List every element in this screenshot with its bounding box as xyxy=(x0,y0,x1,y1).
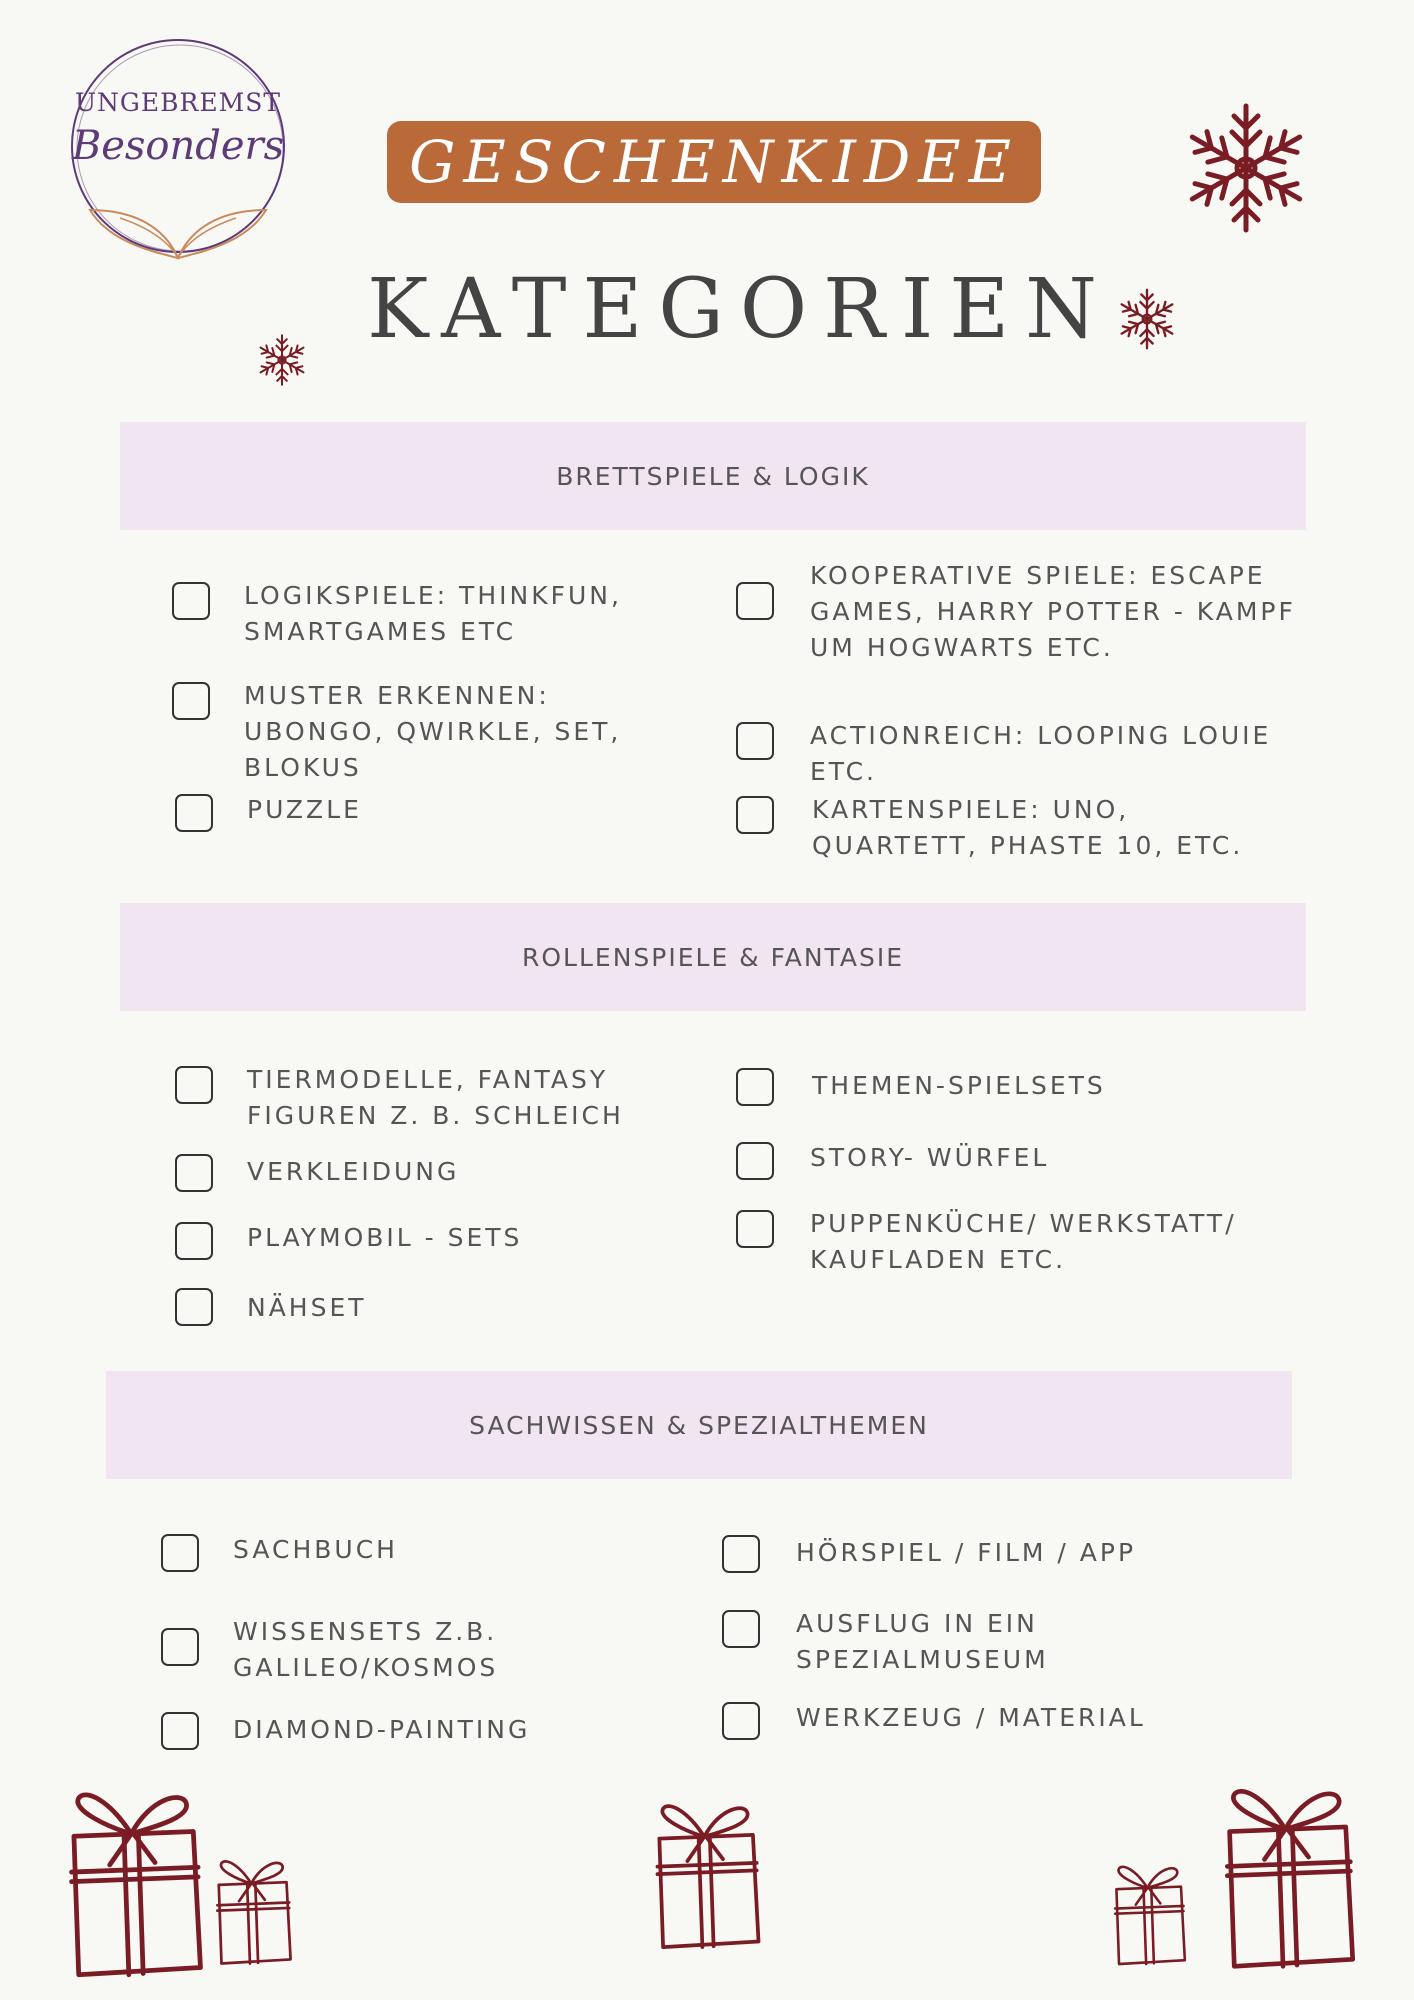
item-label: LOGIKSPIELE: THINKFUN, SMARTGAMES ETC xyxy=(244,581,622,646)
item-label: WISSENSETS Z.B. GALILEO/KOSMOS xyxy=(233,1617,499,1682)
checkbox[interactable] xyxy=(736,1210,774,1248)
section-title: BRETTSPIELE & LOGIK xyxy=(556,461,870,491)
logo-script-text: Besonders xyxy=(71,123,285,169)
checklist-item[interactable] xyxy=(736,722,1296,790)
checklist-item[interactable] xyxy=(722,1535,1282,1573)
checklist-item[interactable] xyxy=(175,1154,695,1192)
checkbox[interactable] xyxy=(175,1154,213,1192)
section-title: ROLLENSPIELE & FANTASIE xyxy=(522,942,904,972)
checklist-item[interactable] xyxy=(722,1702,1282,1740)
checkbox[interactable] xyxy=(172,582,210,620)
item-label: PLAYMOBIL - SETS xyxy=(247,1223,523,1252)
checklist-item[interactable] xyxy=(172,582,692,650)
checkbox[interactable] xyxy=(722,1610,760,1648)
brand-logo xyxy=(60,38,296,268)
gift-icon xyxy=(1110,1862,1190,1968)
item-label: DIAMOND-PAINTING xyxy=(233,1715,531,1744)
gift-icon xyxy=(650,1792,766,1960)
checkbox[interactable] xyxy=(722,1702,760,1740)
gift-icon xyxy=(62,1786,210,1982)
checkbox[interactable] xyxy=(175,794,213,832)
checklist-item[interactable] xyxy=(736,1210,1296,1278)
logo-top-text: UNGEBREMST xyxy=(74,88,281,117)
checkbox[interactable] xyxy=(161,1712,199,1750)
checkbox[interactable] xyxy=(736,582,774,620)
checklist-item[interactable] xyxy=(161,1534,681,1572)
item-label: VERKLEIDUNG xyxy=(247,1157,460,1186)
checkbox[interactable] xyxy=(722,1535,760,1573)
section-header-brettspiele xyxy=(120,422,1306,530)
checklist-item[interactable] xyxy=(736,1068,1296,1106)
item-label: KARTENSPIELE: UNO, QUARTETT, PHASTE 10, ETC. xyxy=(812,795,1244,860)
item-label: HÖRSPIEL / FILM / APP xyxy=(796,1538,1137,1567)
checkbox[interactable] xyxy=(161,1628,199,1666)
gift-icon xyxy=(212,1856,296,1968)
checklist-item[interactable] xyxy=(172,682,692,786)
checkbox[interactable] xyxy=(175,1222,213,1260)
item-label: PUZZLE xyxy=(247,795,362,824)
checklist-item[interactable] xyxy=(736,1142,1296,1180)
item-label: KOOPERATIVE SPIELE: ESCAPE GAMES, HARRY POTTER - KAMPF UM HOGWARTS ETC. xyxy=(810,561,1296,662)
snowflake-icon xyxy=(1176,98,1316,238)
item-label: SACHBUCH xyxy=(233,1535,398,1564)
checkbox[interactable] xyxy=(175,1066,213,1104)
item-label: NÄHSET xyxy=(247,1293,367,1322)
checklist-item[interactable] xyxy=(161,1617,681,1686)
checkbox[interactable] xyxy=(736,722,774,760)
item-label: WERKZEUG / MATERIAL xyxy=(796,1703,1146,1732)
section-title: SACHWISSEN & SPEZIALTHEMEN xyxy=(469,1410,929,1440)
checkbox[interactable] xyxy=(175,1288,213,1326)
section-header-rollenspiele xyxy=(120,903,1306,1011)
item-label: PUPPENKÜCHE/ WERKSTATT/ KAUFLADEN ETC. xyxy=(810,1209,1237,1274)
item-label: AUSFLUG IN EIN SPEZIALMUSEUM xyxy=(796,1609,1049,1674)
checkbox[interactable] xyxy=(161,1534,199,1572)
item-label: ACTIONREICH: LOOPING LOUIE ETC. xyxy=(810,721,1272,786)
checklist-item[interactable] xyxy=(175,1288,695,1326)
checklist-item[interactable] xyxy=(175,1066,695,1134)
page-title: KATEGORIEN xyxy=(367,262,1113,357)
item-label: STORY- WÜRFEL xyxy=(810,1143,1050,1172)
checklist-item[interactable] xyxy=(175,1222,695,1260)
checklist-item[interactable] xyxy=(736,796,1296,864)
subtitle-badge xyxy=(387,121,1041,203)
checklist-item[interactable] xyxy=(722,1610,1282,1678)
checklist-item[interactable] xyxy=(161,1712,681,1750)
item-label: MUSTER ERKENNEN: UBONGO, QWIRKLE, SET, BLOKUS xyxy=(244,681,622,782)
subtitle-text: GESCHENKIDEE xyxy=(409,128,1019,196)
checkbox[interactable] xyxy=(736,1142,774,1180)
section-header-sachwissen xyxy=(106,1371,1292,1479)
checkbox[interactable] xyxy=(172,682,210,720)
snowflake-icon xyxy=(1114,286,1180,352)
checklist-item[interactable] xyxy=(175,794,695,832)
checkbox[interactable] xyxy=(736,1068,774,1106)
gift-icon xyxy=(1218,1776,1362,1980)
checklist-item[interactable] xyxy=(736,561,1296,666)
snowflake-icon xyxy=(254,332,310,388)
checkbox[interactable] xyxy=(736,796,774,834)
item-label: TIERMODELLE, FANTASY FIGUREN Z. B. SCHLEICH xyxy=(247,1065,624,1130)
item-label: THEMEN-SPIELSETS xyxy=(812,1071,1106,1100)
